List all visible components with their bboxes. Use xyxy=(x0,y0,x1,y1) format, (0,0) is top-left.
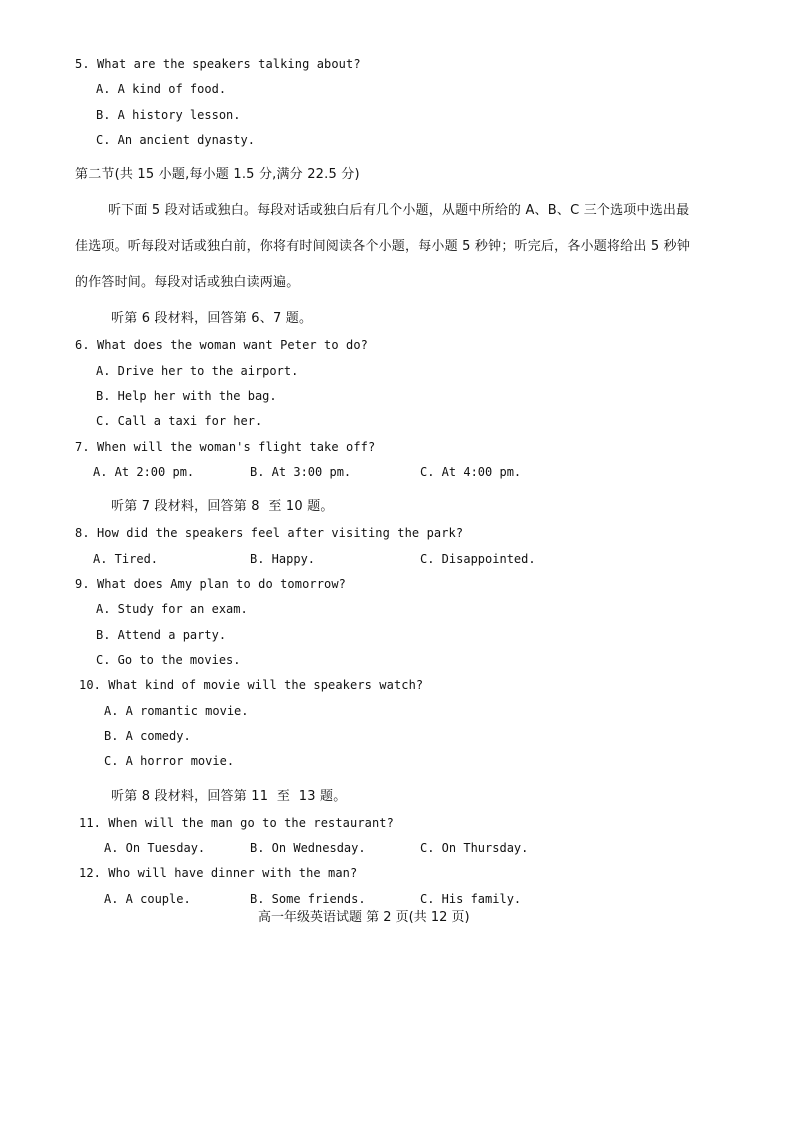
q10-option-a: A. A romantic movie. xyxy=(104,704,249,718)
q6-option-c: C. Call a taxi for her. xyxy=(96,414,263,428)
q11-option-a: A. On Tuesday. xyxy=(104,841,206,855)
q11-option-c: C. On Thursday. xyxy=(420,841,529,855)
q8-option-a: A. Tired. xyxy=(93,552,159,566)
question-9: 9. What does Amy plan to do tomorrow? xyxy=(75,577,347,591)
q11-option-b: B. On Wednesday. xyxy=(250,841,366,855)
page-footer: 高一年级英语试题 第 2 页(共 12 页) xyxy=(258,910,470,925)
q10-option-b: B. A comedy. xyxy=(104,729,191,743)
passage-8-label: 听第 8 段材料，回答第 11 至 13 题。 xyxy=(111,789,347,804)
question-11: 11. When will the man go to the restaurant? xyxy=(79,816,394,830)
q6-option-b: B. Help her with the bag. xyxy=(96,389,277,403)
question-12: 12. Who will have dinner with the man? xyxy=(79,866,358,880)
q7-option-b: B. At 3:00 pm. xyxy=(250,465,352,479)
section-2-instruction-line-1: 听下面 5 段对话或独白。每段对话或独白后有几个小题，从题中所给的 A、B、C 三个选项中选出最 xyxy=(108,203,690,218)
question-7: 7. When will the woman's flight take off? xyxy=(75,440,376,454)
question-8: 8. How did the speakers feel after visiting the park? xyxy=(75,526,464,540)
q9-option-b: B. Attend a party. xyxy=(96,628,227,642)
q7-option-a: A. At 2:00 pm. xyxy=(93,465,195,479)
q8-option-c: C. Disappointed. xyxy=(420,552,536,566)
q5-option-a: A. A kind of food. xyxy=(96,82,227,96)
q8-option-b: B. Happy. xyxy=(250,552,316,566)
q12-option-c: C. His family. xyxy=(420,892,522,906)
section-2-heading: 第二节(共 15 小题,每小题 1.5 分,满分 22.5 分) xyxy=(75,167,360,182)
question-5: 5. What are the speakers talking about? xyxy=(75,57,361,71)
q9-option-c: C. Go to the movies. xyxy=(96,653,241,667)
q10-option-c: C. A horror movie. xyxy=(104,754,235,768)
passage-6-label: 听第 6 段材料，回答第 6、7 题。 xyxy=(111,311,313,326)
q6-option-a: A. Drive her to the airport. xyxy=(96,364,299,378)
q9-option-a: A. Study for an exam. xyxy=(96,602,248,616)
q5-option-c: C. An ancient dynasty. xyxy=(96,133,255,147)
section-2-instruction-line-3: 的作答时间。每段对话或独白读两遍。 xyxy=(75,275,300,290)
q5-option-b: B. A history lesson. xyxy=(96,108,241,122)
q7-option-c: C. At 4:00 pm. xyxy=(420,465,522,479)
passage-7-label: 听第 7 段材料，回答第 8 至 10 题。 xyxy=(111,499,334,514)
section-2-instruction-line-2: 佳选项。听每段对话或独白前，你将有时间阅读各个小题，每小题 5 秒钟；听完后，各小题将给出 5 秒钟 xyxy=(75,239,691,254)
question-6: 6. What does the woman want Peter to do? xyxy=(75,338,368,352)
q12-option-b: B. Some friends. xyxy=(250,892,366,906)
question-10: 10. What kind of movie will the speakers watch? xyxy=(79,678,424,692)
q12-option-a: A. A couple. xyxy=(104,892,191,906)
